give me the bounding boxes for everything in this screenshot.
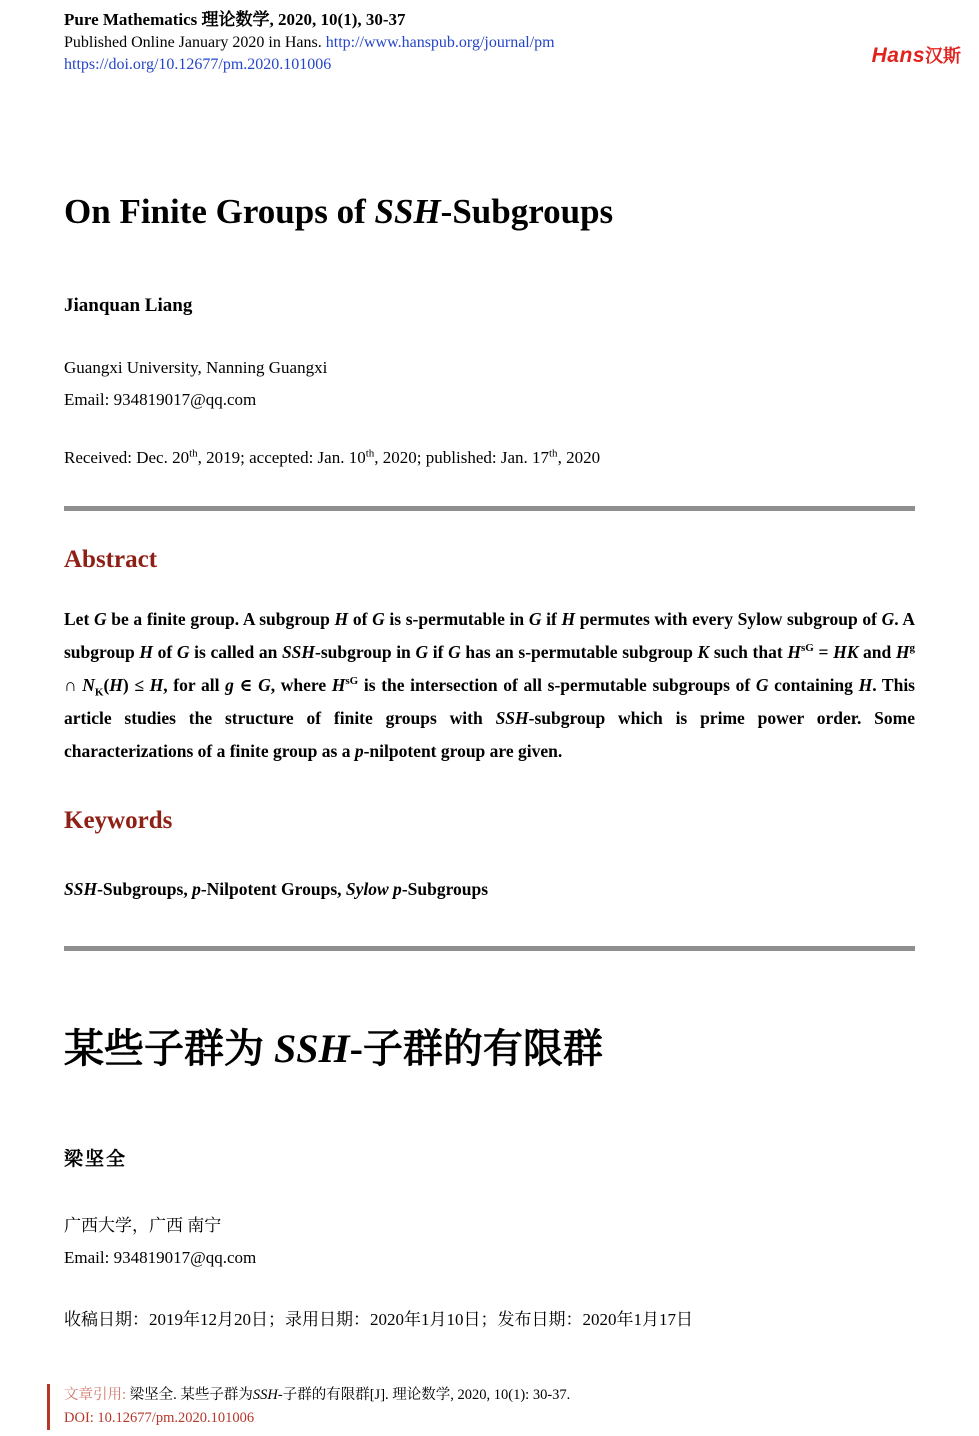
published-text: Published Online January 2020 in Hans. xyxy=(64,34,322,51)
doi-link[interactable]: https://doi.org/10.12677/pm.2020.101006 xyxy=(64,56,332,73)
dates-line-english: Received: Dec. 20th, 2019; accepted: Jan. 10th, 2020; published: Jan. 17th, 2020 xyxy=(64,447,601,467)
divider-rule-top xyxy=(64,506,915,511)
divider-rule-bottom xyxy=(64,946,915,951)
hans-logo-chinese: 汉斯 xyxy=(925,46,961,66)
citation-label: 文章引用: xyxy=(64,1387,127,1403)
hans-logo xyxy=(872,42,961,68)
affiliation-chinese: 广西大学，广西 南宁 xyxy=(64,1216,222,1235)
citation-text: 梁坚全. 某些子群为SSH-子群的有限群[J]. 理论数学, 2020, 10(1): 30-37. xyxy=(129,1387,571,1403)
abstract-text: Let G be a finite group. A subgroup H of G is s-permutable in G if H permutes with every Sylow subgroup of G. A subgroup H of G is called an SSH-subgroup in G if G has an s-permutable subgroup K such that $H^{sG}$ = HK and $H^g$ ∩ $N_K(H) \le H$, for all g ∈ G, where $H^{sG}$ is the intersection of all s-permutable subgroups of G containing H. This article studies the structure of finite groups with SSH-subgroup which is prime power order. Some characterizations of a finite group as a p-nilpotent group are given. xyxy=(64,609,916,761)
citation-footer xyxy=(47,1384,570,1430)
paper-title-english: On Finite Groups of SSH-Subgroups xyxy=(64,192,614,231)
published-line xyxy=(64,32,915,54)
keywords-heading: Keywords xyxy=(64,807,173,834)
author-name-chinese: 梁坚全 xyxy=(64,1149,128,1170)
keywords-text: SSH-Subgroups, p-Nilpotent Groups, Sylow p-Subgroups xyxy=(64,879,489,899)
dates-line-chinese: 收稿日期：2019年12月20日；录用日期：2020年1月10日；发布日期：2020年1月17日 xyxy=(64,1310,693,1329)
doi-line xyxy=(64,54,915,76)
journal-header xyxy=(64,8,915,76)
email-line-english: Email: 934819017@qq.com xyxy=(64,390,257,409)
journal-url-link[interactable]: http://www.hanspub.org/journal/pm xyxy=(325,34,555,51)
affiliation-english: Guangxi University, Nanning Guangxi xyxy=(64,358,328,377)
footer-doi: DOI: 10.12677/pm.2020.101006 xyxy=(64,1410,255,1426)
email-line-chinese: Email: 934819017@qq.com xyxy=(64,1248,257,1267)
citation-line xyxy=(64,1384,570,1407)
paper-title-chinese: 某些子群为 SSH-子群的有限群 xyxy=(64,1026,603,1071)
journal-citation-line: Pure Mathematics 理论数学, 2020, 10(1), 30-37 xyxy=(64,10,406,29)
hans-logo-latin: Hans xyxy=(871,44,925,67)
author-name-english: Jianquan Liang xyxy=(64,295,193,316)
abstract-heading: Abstract xyxy=(64,546,158,573)
